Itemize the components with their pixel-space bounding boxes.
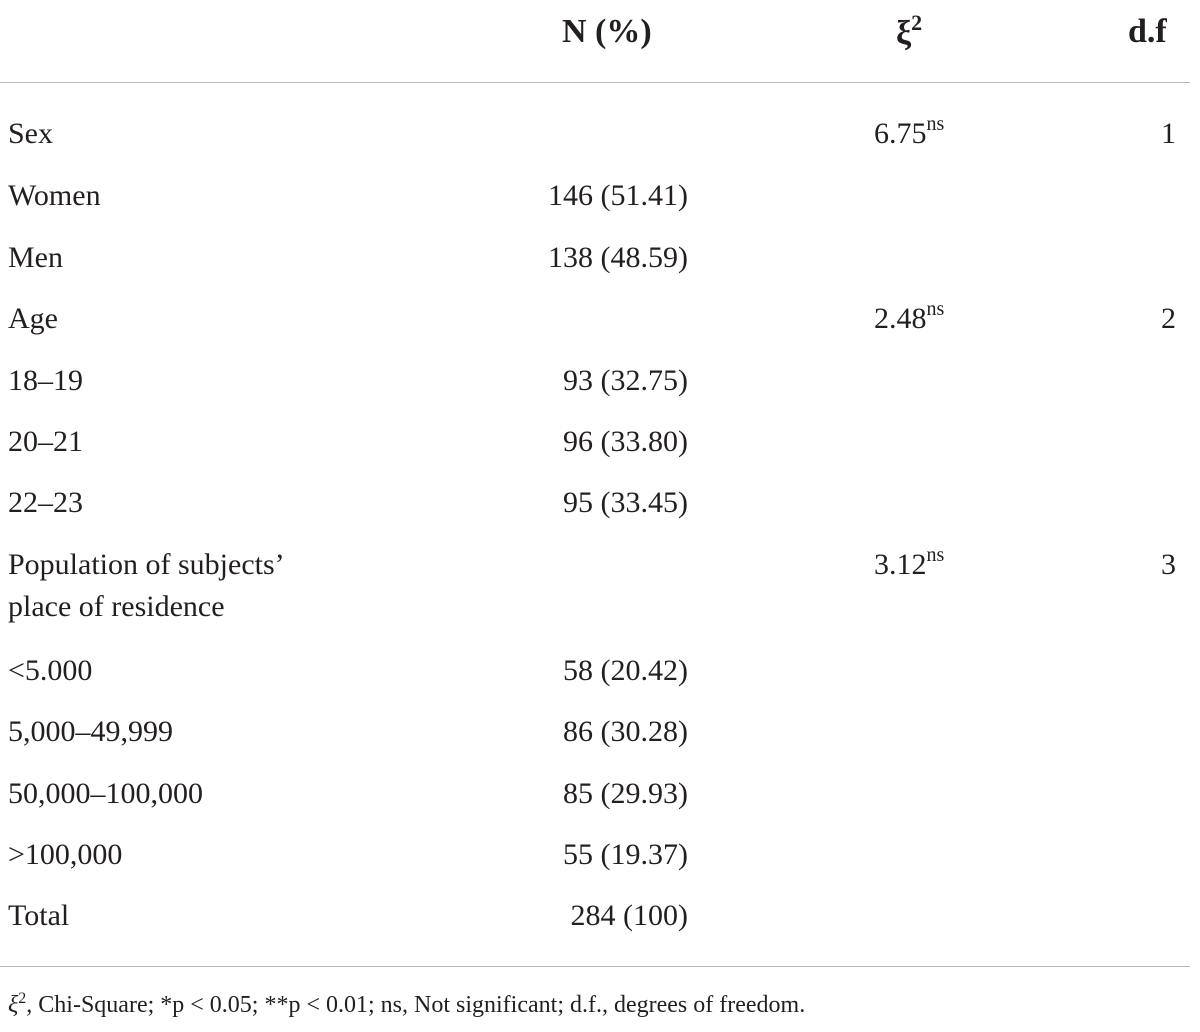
row-df: 1 [1161,117,1176,150]
row-n-percent: 146 (51.41) [548,179,688,212]
row-chi-square [874,544,944,586]
header-divider [0,82,1190,83]
row-n-percent: 284 (100) [570,899,688,932]
table-footnote [8,990,805,1020]
row-label: 50,000–100,000 [8,777,203,810]
row-label [8,544,285,628]
row-label: 22–23 [8,486,83,519]
row-label: <5.000 [8,654,93,687]
footnote-chi-symbol: ξ [8,992,19,1018]
row-label-line2: place of residence [8,590,225,623]
header-df: d.f [1128,13,1167,50]
row-chi-square [874,298,944,340]
row-label: 18–19 [8,364,83,397]
header-chi-square [896,9,923,56]
row-n-percent: 93 (32.75) [563,364,688,397]
footnote-chi-sup: 2 [18,990,27,1007]
row-n-percent: 86 (30.28) [563,715,688,748]
row-label: Total [8,899,70,932]
row-label: Age [8,302,58,335]
row-df: 3 [1161,548,1176,581]
footnote-text: , Chi-Square; *p < 0.05; **p < 0.01; ns, Not significant; d.f., degrees of freedom. [26,992,806,1018]
header-chi-symbol: ξ [896,15,912,52]
row-chi-square [874,113,944,155]
table-header [0,0,1200,82]
chi-value: 6.75 [874,117,927,150]
row-n-percent: 85 (29.93) [563,777,688,810]
chi-value: 3.12 [874,548,927,581]
chi-value: 2.48 [874,302,927,335]
row-label: Sex [8,117,53,150]
row-n-percent: 55 (19.37) [563,838,688,871]
row-label: Women [8,179,101,212]
chi-sup: ns [926,113,945,135]
row-n-percent: 95 (33.45) [563,486,688,519]
row-label: 5,000–49,999 [8,715,173,748]
row-n-percent: 138 (48.59) [548,241,688,274]
row-n-percent: 58 (20.42) [563,654,688,687]
row-df: 2 [1161,302,1176,335]
row-label: Men [8,241,63,274]
row-label: >100,000 [8,838,123,871]
header-chi-sup: 2 [911,9,923,35]
chi-sup: ns [926,298,945,320]
chi-sup: ns [926,544,945,566]
row-label-line1: Population of subjects’ [8,548,285,581]
row-n-percent: 96 (33.80) [563,425,688,458]
header-n-percent: N (%) [562,13,652,50]
row-label: 20–21 [8,425,83,458]
footer-divider [0,966,1190,967]
